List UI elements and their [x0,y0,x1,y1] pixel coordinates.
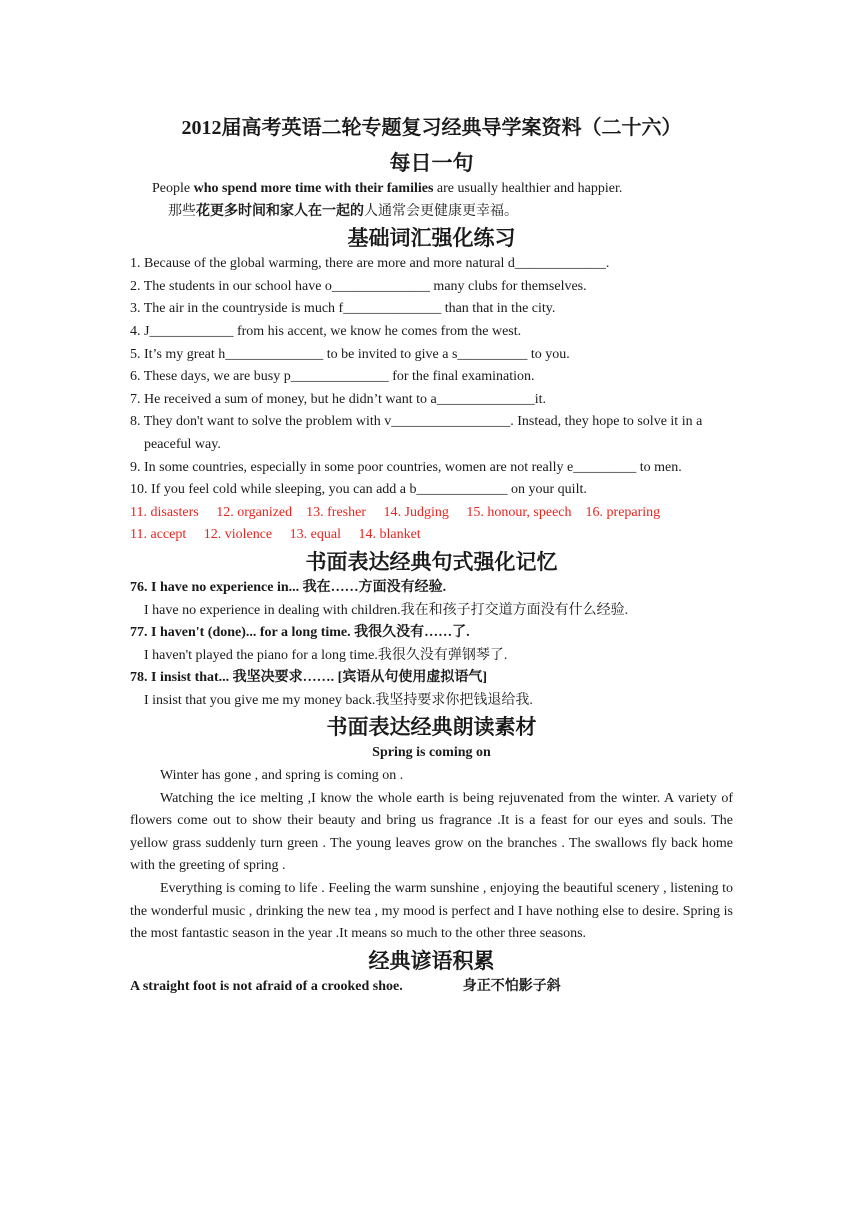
vocab-item: 4. J____________ from his accent, we know he comes from the west. [130,323,522,339]
daily-sentence-en [130,178,733,201]
vocab-item: 10. If you feel cold while sleeping, you can add a b_____________ on your quilt. [130,482,587,498]
vocab-item: 6. These days, we are busy p______________ for the final examination. [130,369,535,385]
section-heading-patterns: 书面表达经典句式强化记忆 [305,549,558,574]
section-heading-proverbs: 经典谚语积累 [368,948,495,973]
daily-cn-pre: 那些 [168,203,196,219]
vocab-answers-row-2: 11. accept 12. violence 13. equal 14. blanket [130,527,421,543]
pattern-example: I insist that you give me my money back.我坚持要求你把钱退给我. [144,692,533,708]
daily-cn-bold: 花更多时间和家人在一起的 [196,203,364,219]
vocab-item: 1. Because of the global warming, there are more and more natural d_____________. [130,256,610,272]
document-page [130,108,733,998]
proverb-en: A straight foot is not afraid of a crooked shoe. [130,978,403,994]
vocab-item: 7. He received a sum of money, but he didn’t want to a______________it. [130,391,547,407]
vocab-answers-row-1: 11. disasters 12. organized 13. fresher 14. Judging 15. honour, speech 16. preparing [130,504,661,520]
vocab-item: 5. It’s my great h______________ to be invited to give a s__________ to you. [130,346,570,362]
daily-en-pre: People [152,181,194,196]
pattern-title: 77. I haven't (done)... for a long time. 我很久没有……了. [130,625,470,641]
daily-cn-post: 人通常会更健康更幸福。 [364,203,518,219]
section-heading-daily: 每日一句 [389,151,474,175]
proverb-cn: 身正不怕影子斜 [462,978,561,994]
vocab-item: 3. The air in the countryside is much f______________ than that in the city. [130,301,556,317]
proverb-line [130,976,733,999]
section-heading-reading: 书面表达经典朗读素材 [326,715,537,740]
reading-paragraph: Winter has gone , and spring is coming on . [160,768,404,784]
daily-en-bold: who spend more time with their families [193,181,434,196]
daily-en-post: are usually healthier and happier. [433,181,623,196]
daily-sentence-cn [130,201,733,224]
reading-paragraph: Everything is coming to life . Feeling the warm sunshine , enjoying the beautiful scenery , listening to the wonderful music , drinking the new tea , my mood is perfect and I have nothing else to desire. Spring is the most fantastic season in the year .It means so much to the other three seasons. [130,881,733,942]
pattern-example: I have no experience in dealing with children.我在和孩子打交道方面没有什么经验. [144,602,629,618]
vocab-item: 2. The students in our school have o______________ many clubs for themselves. [130,278,587,294]
pattern-title: 76. I have no experience in... 我在……方面没有经验. [130,579,447,595]
vocab-item: 9. In some countries, especially in some poor countries, women are not really e_________ to men. [130,459,682,475]
document-title: 2012届高考英语二轮专题复习经典导学案资料（二十六） [181,117,682,139]
vocab-item: 8. They don't want to solve the problem with v_________________. Instead, they hope to solve it in a peaceful way. [130,414,703,452]
pattern-title: 78. I insist that... 我坚决要求……. [宾语从句使用虚拟语气] [130,670,488,686]
pattern-example: I haven't played the piano for a long time.我很久没有弹钢琴了. [144,647,508,663]
reading-subtitle: Spring is coming on [372,745,491,761]
section-heading-vocab: 基础词汇强化练习 [347,226,516,251]
reading-paragraph: Watching the ice melting ,I know the whole earth is being rejuvenated from the winter. A variety of flowers come out to show their beauty and bring us fragrance .It is a feast for our eyes and souls. The yellow grass suddenly turn green . The young leaves grow on the branches . The swallows fly back home with the greeting of spring . [130,790,733,874]
